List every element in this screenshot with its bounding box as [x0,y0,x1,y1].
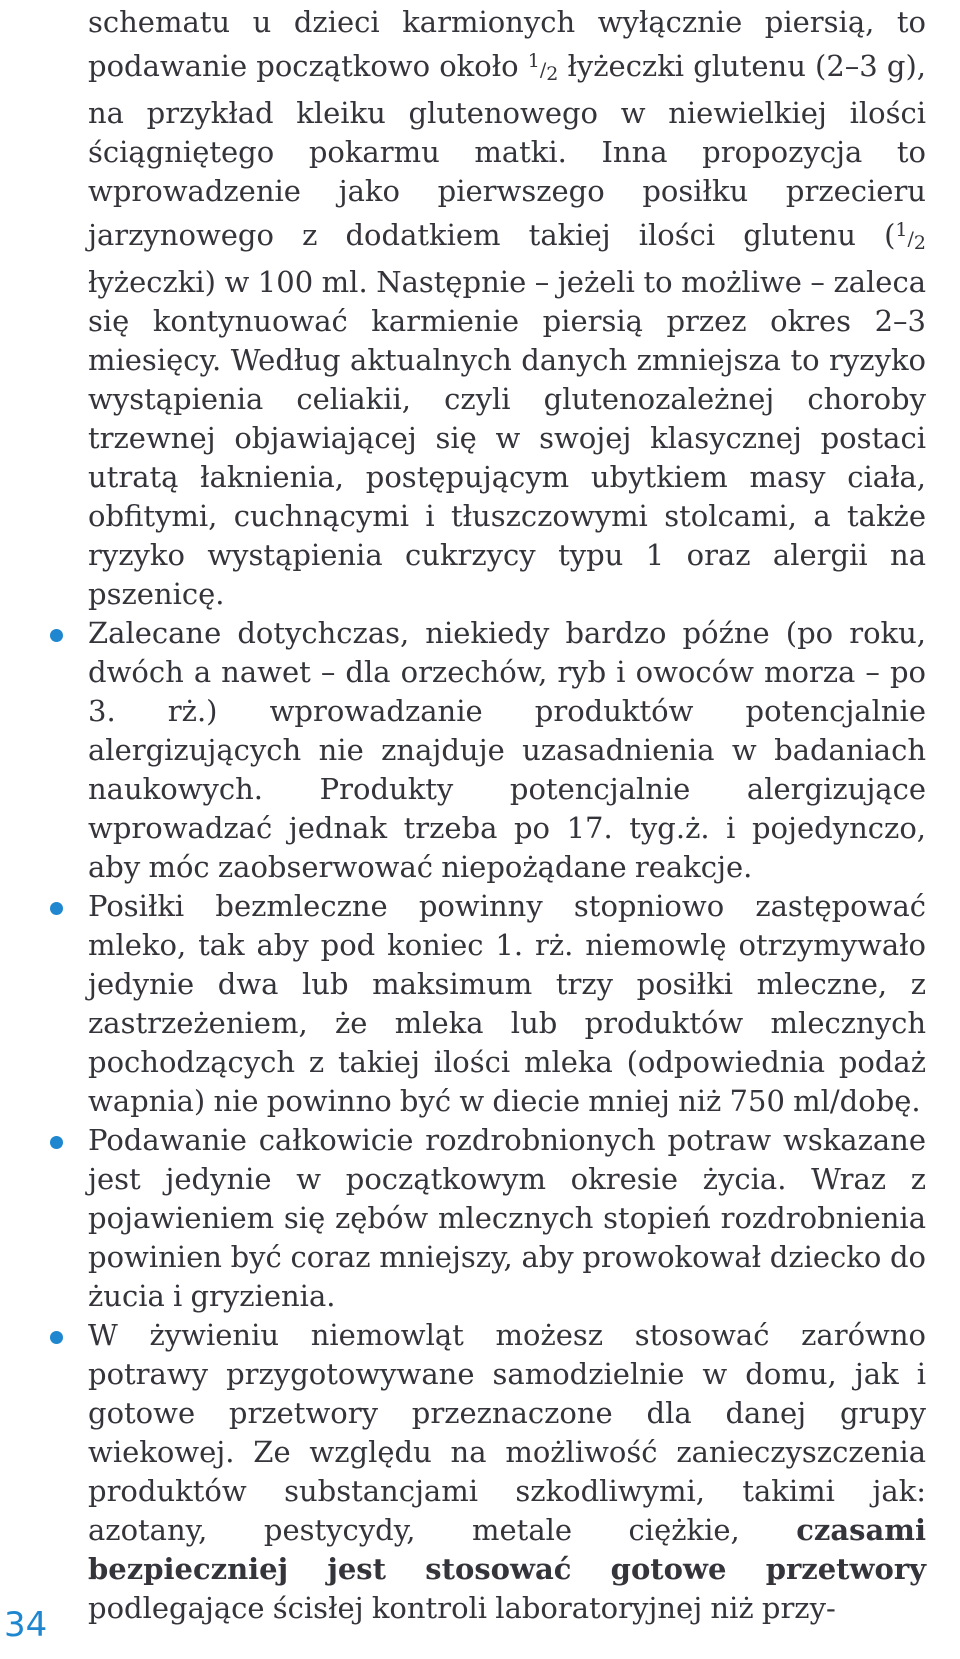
bullet-item-ready-products [88,1316,926,1628]
bullet-dot-icon [50,1331,63,1344]
bullet-item-allergens [88,614,926,887]
intro-text-1: schematu u dzieci karmionych wyłącznie piersią, to podawanie początkowo około [88,5,926,83]
fraction-one-half: 1/2 [895,219,926,254]
bullet-bold-text: czasami bezpieczniej jest stosować gotowe przetwory [88,1513,926,1586]
bullet-dot-icon [50,629,63,642]
bullet-item-milk [88,887,926,1121]
intro-text-3: łyżeczki) w 100 ml. Następnie – jeżeli to możliwe – zaleca się kontynuować karmienie piersią przez okres 2–3 miesięcy. Według aktualnych danych zmniejsza to ryzyko wystąpienia celiakii, czyli glutenozależnej choroby trzewnej objawiającej się w swojej klasycznej postaci utratą łaknienia, postępującym ubytkiem masy ciała, obfitymi, cuchnącymi i tłuszczowymi stolcami, a także ryzyko wystąpienia cukrzycy typu 1 oraz alergii na pszenicę. [88,265,926,611]
fraction-one-half: 1/2 [527,50,559,85]
bullet-text: podlegające ścisłej kontroli laboratoryjnej niż przy- [88,1591,836,1625]
bullet-text: Podawanie całkowicie rozdrobnionych potraw wskazane jest jedynie w początkowym okresie życia. Wraz z pojawieniem się zębów mlecznych stopień rozdrobnienia powinien być coraz mniejszy, aby prowokował dziecko do żucia i gryzienia. [88,1123,926,1313]
bullet-dot-icon [50,902,63,915]
bullet-item-texture [88,1121,926,1316]
bullet-dot-icon [50,1136,63,1149]
page-number: 34 [4,1605,48,1645]
bullet-text: Zalecane dotychczas, niekiedy bardzo późne (po roku, dwóch a nawet – dla orzechów, ryb i owoców morza – po 3. rż.) wprowadzanie produktów potencjalnie alergizujących nie znajduje uzasadnienia w badaniach naukowych. Produkty potencjalnie alergizujące wprowadzać jednak trzeba po 17. tyg.ż. i pojedynczo, aby móc zaobserwować niepożądane reakcje. [88,616,926,884]
page-body [88,3,926,1628]
intro-text-2: łyżeczki glutenu (2–3 g), na przykład kleiku glutenowego w niewielkiej ilości ściągniętego pokarmu matki. Inna propozycja to wprowadzenie jako pierwszego posiłku przecieru jarzynowego z dodatkiem takiej ilości glutenu ( [88,49,927,252]
intro-paragraph [88,3,926,614]
bullet-text: W żywieniu niemowląt możesz stosować zarówno potrawy przygotowywane samodzielnie w domu, jak i gotowe przetwory przeznaczone dla danej grupy wiekowej. Ze względu na możliwość zanieczyszczenia produktów substancjami szkodliwymi, takimi jak: azotany, pestycydy, metale ciężkie, [88,1318,926,1547]
bullet-text: Posiłki bezmleczne powinny stopniowo zastępować mleko, tak aby pod koniec 1. rż. niemowlę otrzymywało jedynie dwa lub maksimum trzy posiłki mleczne, z zastrzeżeniem, że mleka lub produktów mlecznych pochodzących z takiej ilości mleka (odpowiednia podaż wapnia) nie powinno być w diecie mniej niż 750 ml/dobę. [88,889,926,1118]
